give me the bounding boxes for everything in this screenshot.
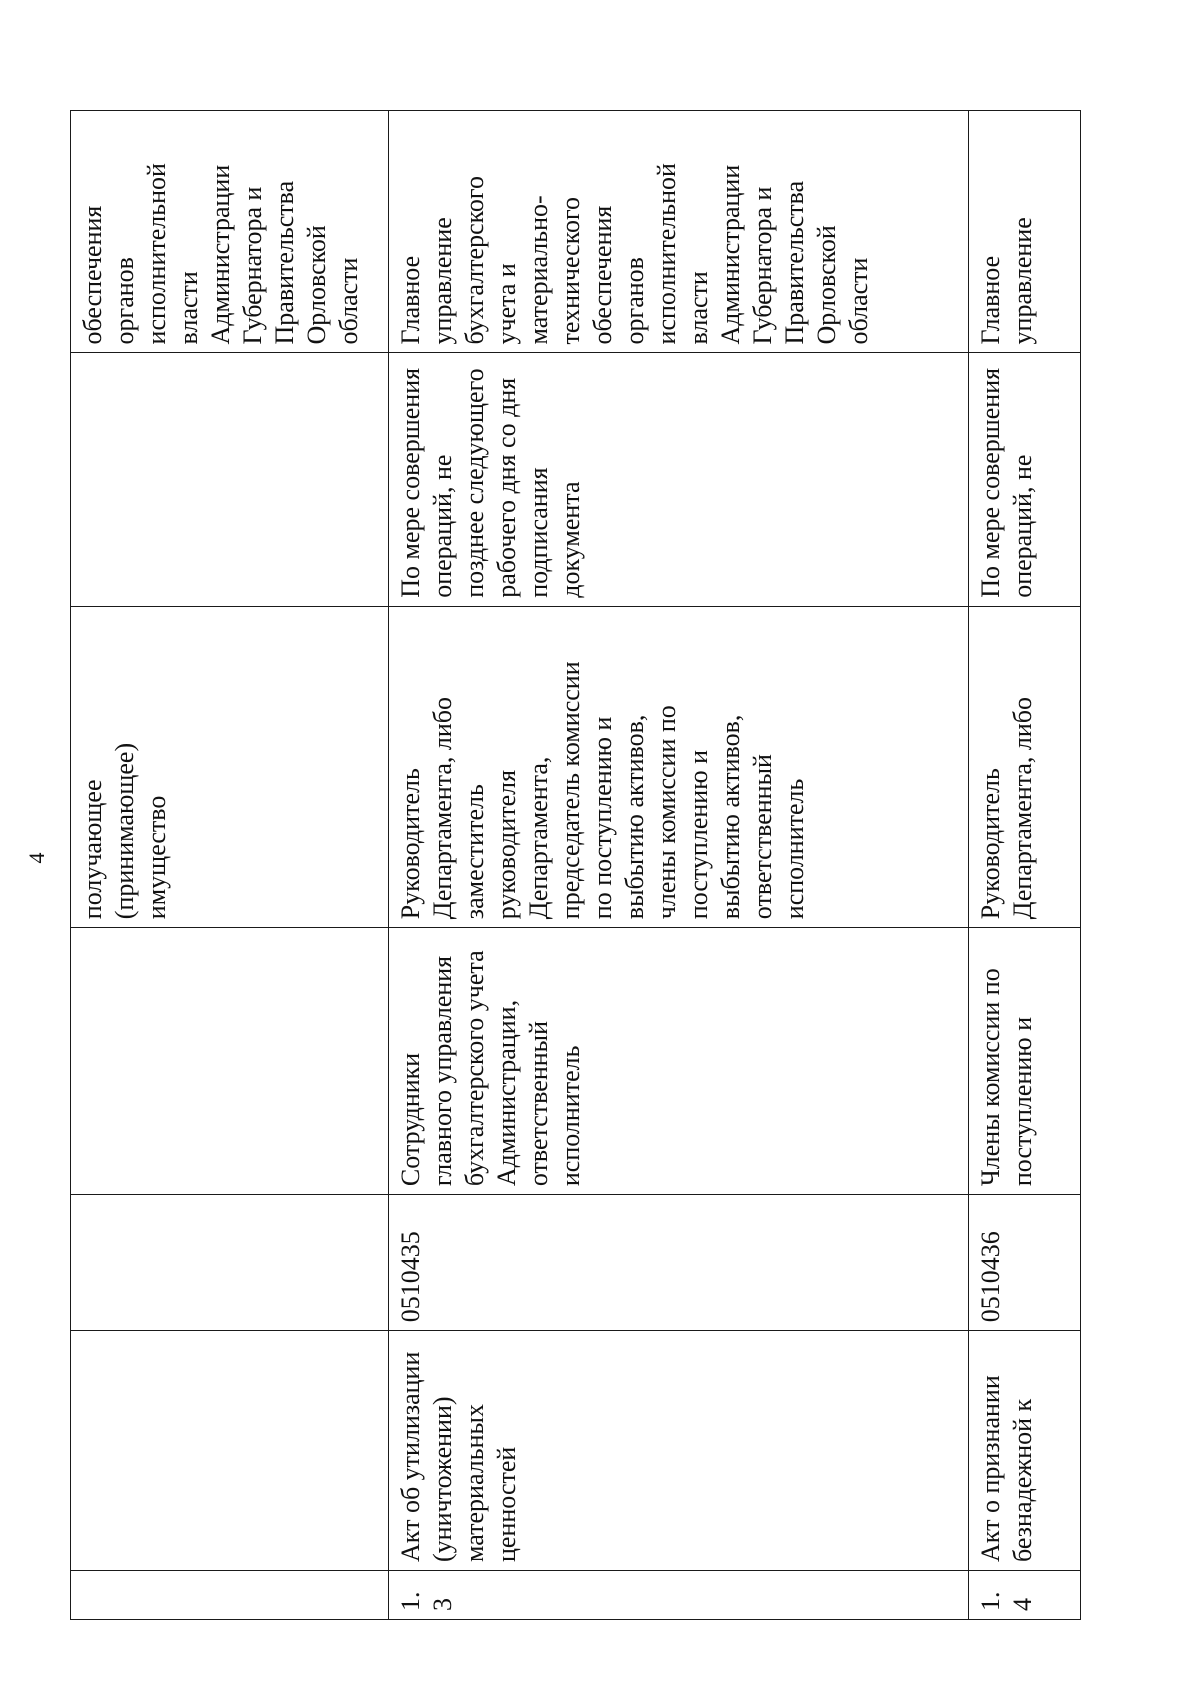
- table-row-continuation: [71, 111, 389, 1620]
- document-table-container: [70, 110, 1080, 1620]
- cell-recipient: обеспечения органов исполнительной власти Администрации Губернатора и Правительства Орловской области: [71, 111, 389, 353]
- cell-signer: Руководитель Департамента, либо: [969, 606, 1081, 927]
- cell-recipient: Главное управление бухгалтерского учета и материально- технического обеспечения органов исполнительной власти Администрации Губернатора и Правительства Орловской области: [389, 111, 969, 353]
- cell-term: [71, 353, 389, 606]
- page-number: 4: [24, 852, 49, 864]
- cell-document-name: [71, 1331, 389, 1571]
- document-table: [70, 110, 1081, 1620]
- cell-document-name: Акт об утилизации (уничтожении) материальных ценностей: [389, 1331, 969, 1571]
- cell-creator: Сотрудники главного управления бухгалтерского учета Администрации, ответственный исполнитель: [389, 928, 969, 1195]
- table-row-1-3: [389, 111, 969, 1620]
- cell-num: 1.3: [389, 1570, 969, 1619]
- cell-form-code: 0510436: [969, 1195, 1081, 1331]
- cell-creator: [71, 928, 389, 1195]
- cell-creator: Члены комиссии по поступлению и: [969, 928, 1081, 1195]
- cell-form-code: 0510435: [389, 1195, 969, 1331]
- cell-signer: Руководитель Департамента, либо заместитель руководителя Департамента, председатель комиссии по поступлению и выбытию активов, члены комиссии по поступлению и выбытию активов, ответственный исполнитель: [389, 606, 969, 927]
- cell-recipient: Главное управление: [969, 111, 1081, 353]
- cell-num: [71, 1570, 389, 1619]
- cell-signer: получающее (принимающее) имущество: [71, 606, 389, 927]
- cell-document-name: Акт о признании безнадежной к: [969, 1331, 1081, 1571]
- cell-form-code: [71, 1195, 389, 1331]
- table-row-1-4: [969, 111, 1081, 1620]
- cell-num: 1.4: [969, 1570, 1081, 1619]
- cell-term: По мере совершения операций, не: [969, 353, 1081, 606]
- cell-term: По мере совершения операций, не позднее следующего рабочего дня со дня подписания документа: [389, 353, 969, 606]
